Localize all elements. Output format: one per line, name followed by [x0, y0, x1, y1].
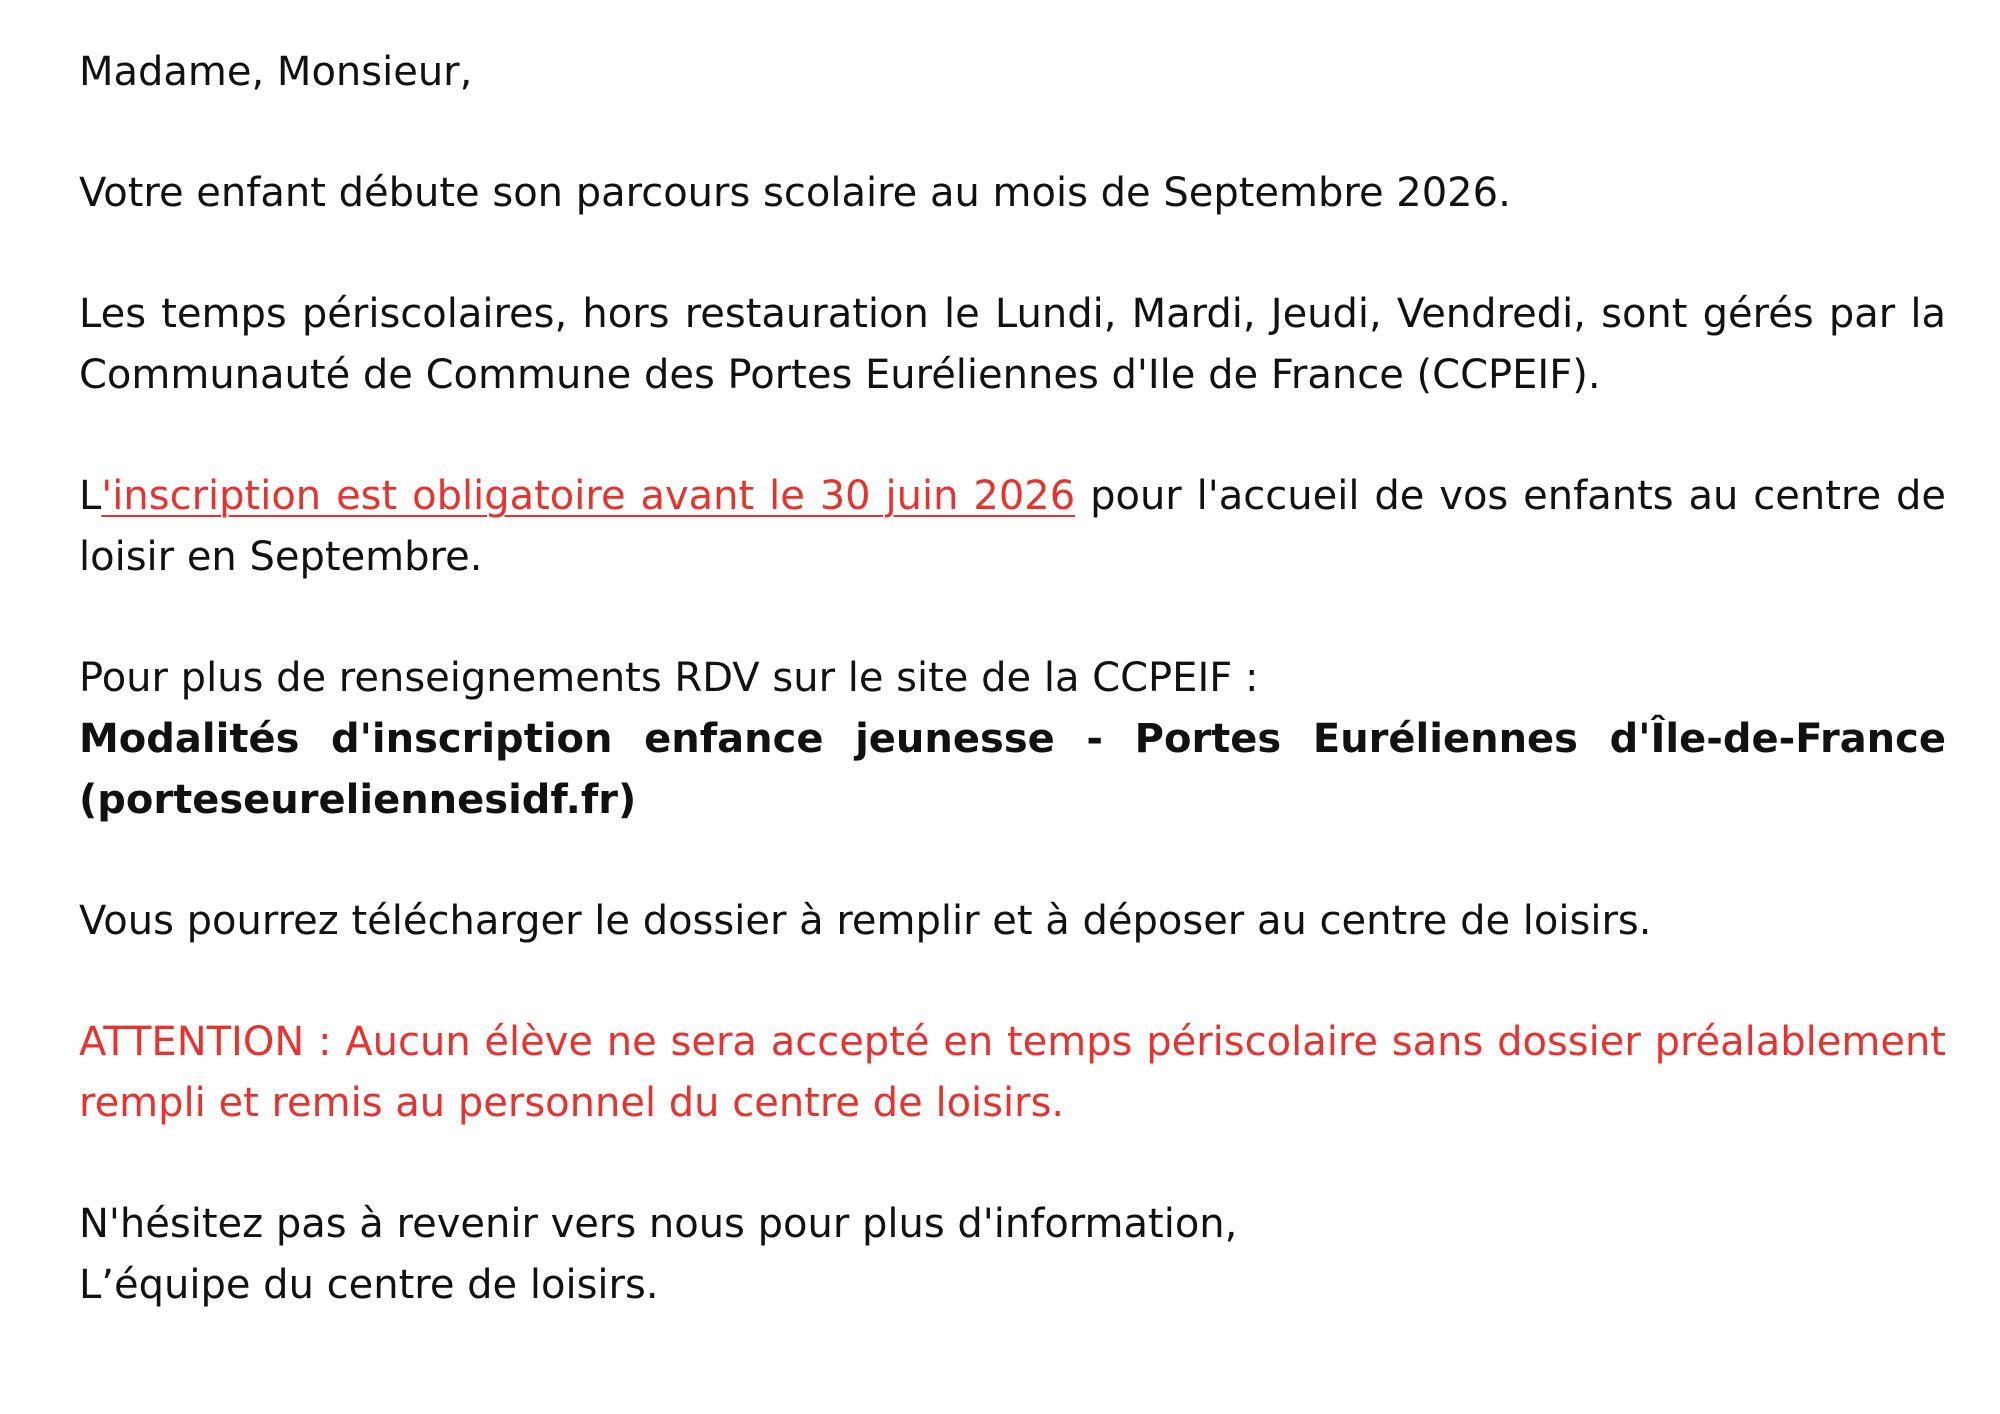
- info-paragraph: [79, 648, 1946, 831]
- inscription-prefix: L: [79, 473, 102, 519]
- spacer: [79, 103, 1946, 163]
- info-label: Pour plus de renseignements RDV sur le site de la CCPEIF :: [79, 655, 1259, 701]
- spacer: [79, 1134, 1946, 1194]
- spacer: [79, 224, 1946, 284]
- spacer: [79, 831, 1946, 891]
- closing-line: N'hésitez pas à revenir vers nous pour plus d'information,: [79, 1201, 1238, 1247]
- spacer: [79, 406, 1946, 466]
- ccpeif-site-link[interactable]: Modalités d'inscription enfance jeunesse - Portes Euréliennes d'Île-de-France (porteseureliennesidf.fr): [79, 716, 1946, 823]
- signature-line: L’équipe du centre de loisirs.: [79, 1262, 659, 1308]
- letter-body: [79, 42, 1946, 1316]
- inscription-paragraph: [79, 466, 1946, 588]
- attention-paragraph: ATTENTION : Aucun élève ne sera accepté en temps périscolaire sans dossier préalablement rempli et remis au personnel du centre de loisirs.: [79, 1019, 1946, 1126]
- spacer: [79, 588, 1946, 648]
- intro-paragraph: Votre enfant débute son parcours scolaire au mois de Septembre 2026.: [79, 170, 1511, 216]
- closing-paragraph: [79, 1194, 1946, 1316]
- spacer: [79, 952, 1946, 1012]
- inscription-suffix: pour l'accueil de vos enfants au centre de loisir en Septembre.: [79, 473, 1947, 580]
- inscription-deadline-link[interactable]: 'inscription est obligatoire avant le 30 juin 2026: [101, 473, 1076, 519]
- download-paragraph: Vous pourrez télécharger le dossier à remplir et à déposer au centre de loisirs.: [79, 898, 1652, 944]
- greeting: Madame, Monsieur,: [79, 49, 473, 95]
- periscolaire-paragraph: Les temps périscolaires, hors restauration le Lundi, Mardi, Jeudi, Vendredi, sont gérés par la Communauté de Commune des Portes Euréliennes d'Ile de France (CCPEIF).: [79, 291, 1946, 398]
